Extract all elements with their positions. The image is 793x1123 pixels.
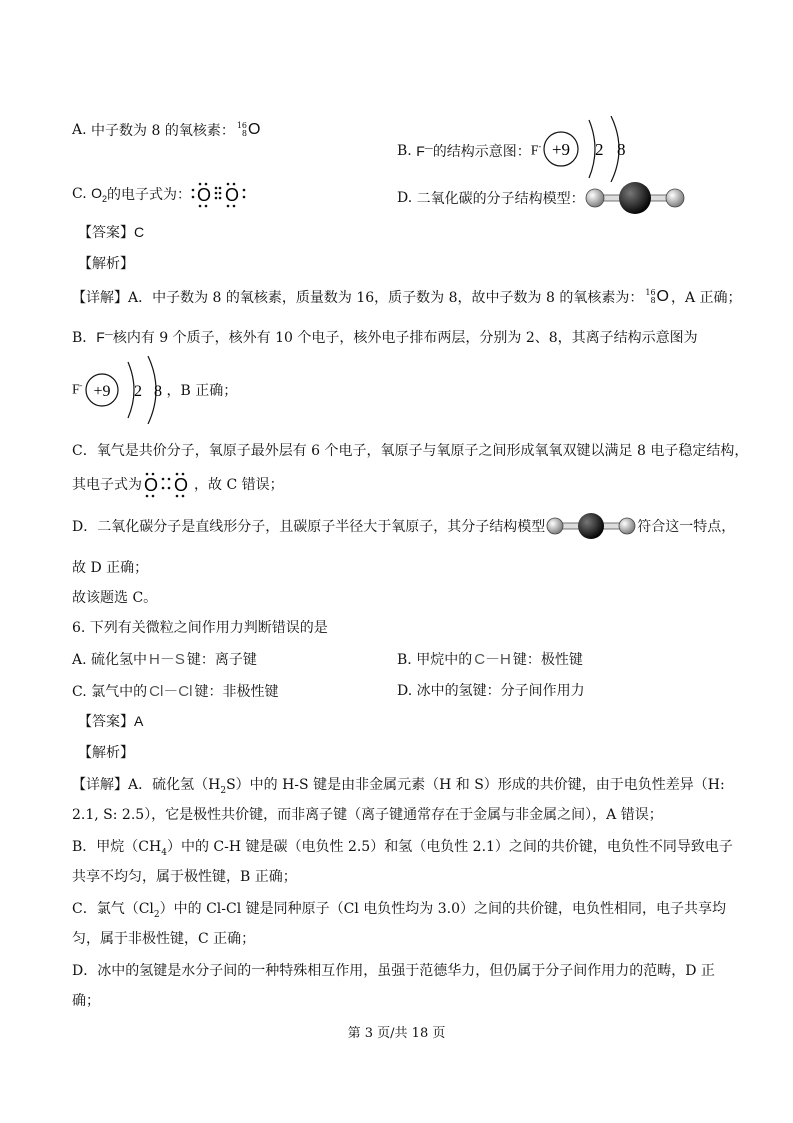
q6-stem: 6. 下列有关微粒之间作用力判断错误的是 (72, 620, 328, 636)
svg-text:O: O (144, 475, 159, 495)
q5-answer: 【答案】C (78, 224, 145, 241)
q6-analysis-label: 【解析】 (78, 745, 134, 761)
svg-text:O: O (197, 185, 212, 205)
q5-detail-d-line1: D．二氧化碳分子是直线形分子，且碳原子半径大于氧原子，其分子结构模型 符合这一特点， (72, 512, 735, 540)
fluoride-ion: F— (416, 143, 433, 159)
q5-option-d: D. 二氧化碳的分子结构模型： (397, 180, 685, 216)
page-footer: 第 3 页/共 18 页 (347, 1026, 446, 1041)
q6-detail-c-line1: C．氯气$(Cl_2)$中的 Cl-Cl 键是同种原子（Cl 电负性均为 3.0）之间的共价键，电负性相同，电子共享均 (72, 901, 727, 920)
co2-ball-model (545, 512, 637, 540)
svg-text:+9: +9 (552, 140, 571, 159)
co2-ball-model (585, 180, 685, 216)
q5-option-a: A. 中子数为 8 的氧核素： 16 8 O (72, 121, 261, 139)
q6-option-b: B. 甲烷中的 C－H 键：极性键 (397, 651, 583, 668)
q6-option-d: D. 冰中的氢键：分子间作用力 (397, 683, 585, 699)
q6-detail-b-line1: B．甲烷$(CH_4)$中的 C-H 键是碳（电负性 2.5）和氢（电负性 2.1）之间的共价键，电负性不同导致电子 (72, 839, 733, 858)
q6-detail-d-line1: D．冰中的氢键是水分子间的一种特殊相互作用，虽强于范德华力，但仍属于分子间作用力的范畴，D 正 (72, 963, 715, 979)
svg-text:O: O (174, 475, 189, 495)
q5-detail-b: B．F—核内有 9 个质子，核外有 10 个电子，核外电子排布两层，分别为 2、8，其离子结构示意图为 (72, 329, 698, 346)
svg-text:8: 8 (617, 140, 626, 159)
o2-electron-dot-formula (191, 180, 251, 208)
q5-detail-b-diagram: F- +9 2 8 ，B 正确； (72, 356, 237, 424)
svg-text:2: 2 (134, 383, 143, 400)
oxygen-16-nuclide: 16 8 O (236, 121, 261, 138)
svg-text:8: 8 (154, 383, 163, 400)
q5-option-c: C. $O_2$ 的电子式为： O O (72, 180, 251, 208)
q6-detail-a-line1: 【详解】A．硫化氢$(H_2S)$中的 H-S 键是由非金属元素（H 和 S）形成的共价键，由于电负性差异（H: (72, 777, 725, 796)
q5-conclusion: 故该题选 C。 (72, 590, 158, 606)
svg-text:2: 2 (595, 140, 604, 159)
q6-detail-a-line2: 2.1, S: 2.5），它是极性共价键，而非离子键（离子键通常存在于金属与非金属之间），A 错误； (72, 807, 663, 823)
q5-analysis-label: 【解析】 (78, 256, 134, 272)
svg-text:O: O (225, 185, 240, 205)
fluoride-structure-diagram (541, 116, 651, 182)
q6-option-c: C. 氯气中的 Cl－Cl 键：非极性键 (72, 683, 279, 700)
q5-detail-d-line2: 故 D 正确； (72, 560, 149, 576)
q6-detail-b-line2: 共享不均匀，属于极性键，B 正确； (72, 869, 297, 885)
fluoride-structure-diagram (82, 356, 174, 424)
q6-answer: 【答案】A (78, 713, 144, 730)
q6-detail-c-line2: 匀，属于非极性键，C 正确； (72, 931, 256, 947)
q6-option-a: A. 硫化氢中 H－S 键：离子键 (72, 651, 257, 668)
q5-detail-c-line1: C．氧气是共价分子，氧原子最外层有 6 个电子，氧原子与氧原子之间形成氧氧双键以满足 8 电子稳定结构， (72, 443, 749, 459)
q6-detail-d-line2: 确； (72, 993, 100, 1009)
q5-detail-c-line2: 其电子式为 O O ，故 C 错误； (72, 470, 284, 498)
o2-electron-dot-formula (142, 470, 194, 498)
q5-detail-a: 【详解】 A．中子数为 8 的氧核素，质量数为 16，质子数为 8，故中子数为 8 的氧核素为： 16 8 O ，A 正确； (72, 288, 742, 306)
svg-text:+9: +9 (93, 383, 111, 400)
q5-option-b: B. F— 的结构示意图： F- +9 2 8 (397, 120, 651, 182)
